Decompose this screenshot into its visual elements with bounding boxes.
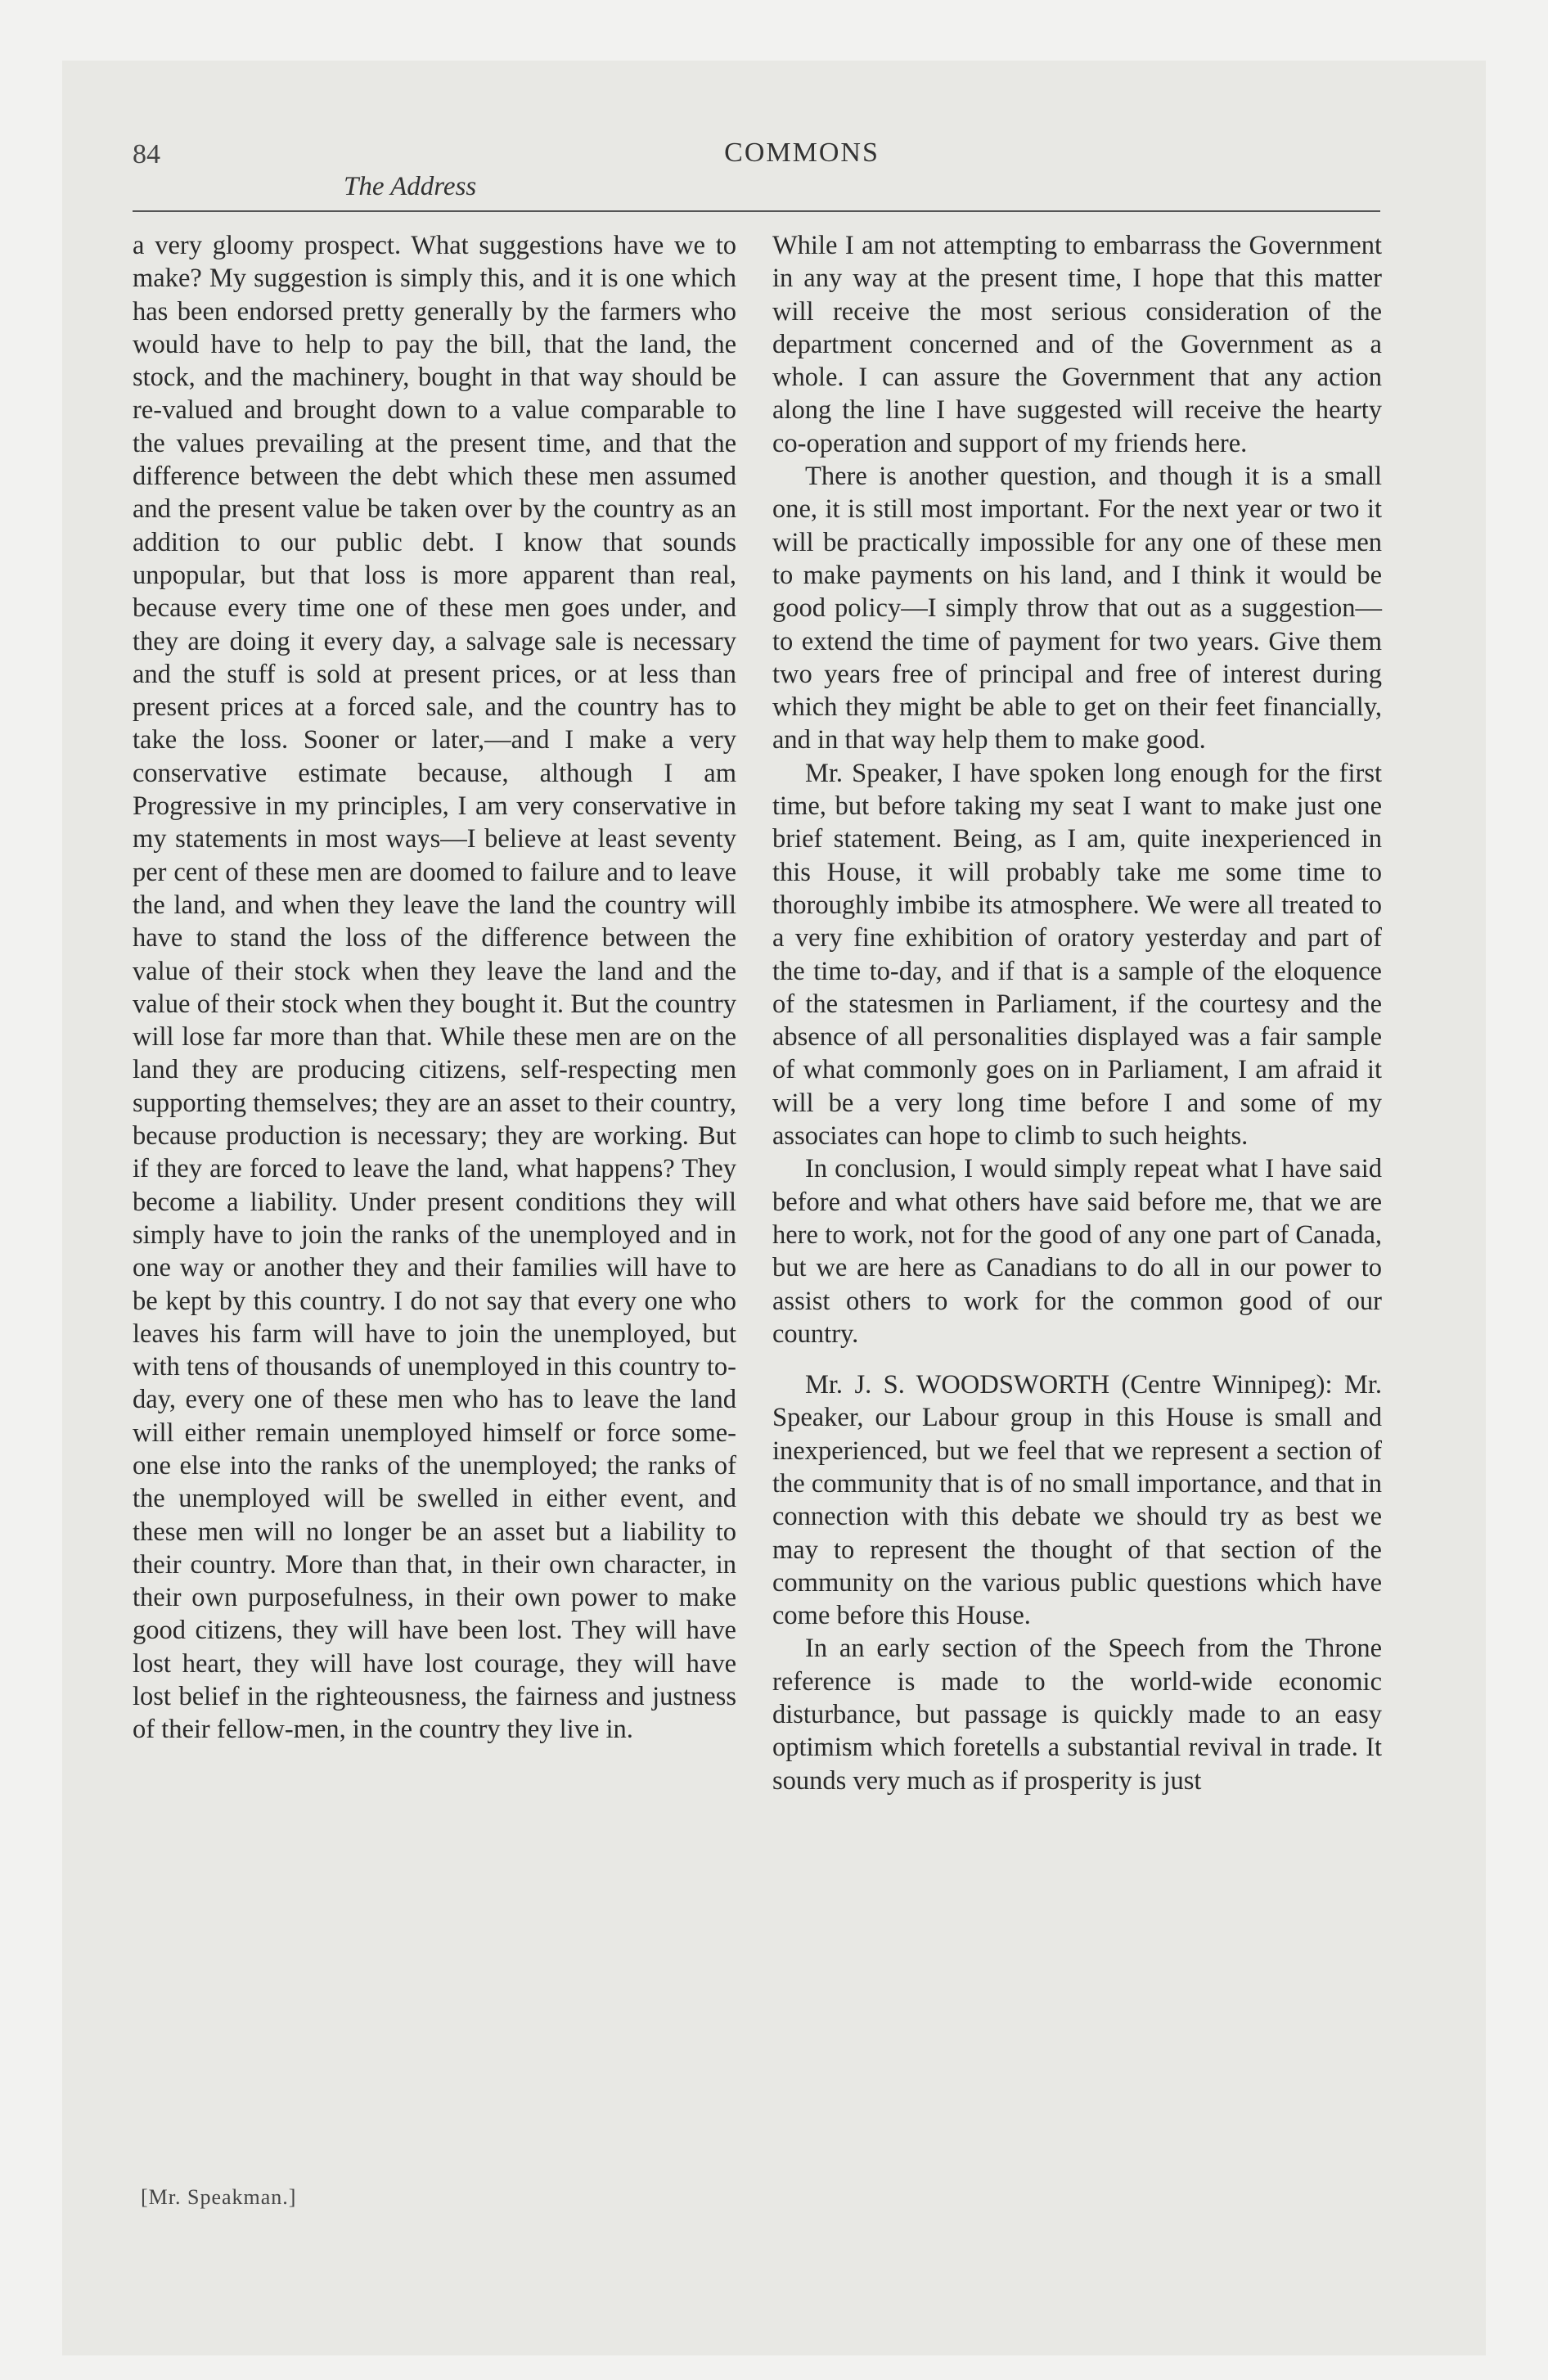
header-rule bbox=[133, 210, 1380, 212]
running-head: COMMONS bbox=[724, 137, 880, 168]
paragraph: While I am not attempting to embarrass the Government in any way at the present time, I hope that this matter will receive the most serious consideration of the department concerned and of the Government as a whole. I can assure the Government that any action along the line I have suggested will receive the hearty co-operation and support of my friends here. bbox=[772, 231, 1382, 458]
paragraph: Mr. Speaker, I have spoken long enough for the first time, but before taking my seat I want to make just one brief statement. Being, as I am, quite inexperienced in this House, it will probably take me some time to thoroughly imbibe its atmosphere. We were all treated to a very fine exhibition of oratory yesterday and part of the time to-day, and if that is a sample of the eloquence of the statesmen in Parliament, if the courtesy and the absence of all personalities displayed was a fair sample of what commonly goes on in Parliament, I am afraid it will be a very long time before I and some of my associates can hope to climb to such heights. bbox=[772, 758, 1382, 1152]
right-column bbox=[772, 229, 1382, 1797]
paragraph: In conclusion, I would simply repeat what I have said before and what others have said before me, that we are here to work, not for the good of any one part of Canada, but we are here as Canadians to do all in our power to assist others to work for the common good of our country. bbox=[772, 1154, 1382, 1349]
section-title: The Address bbox=[344, 172, 477, 201]
speech-paragraph: Mr. J. S. WOODSWORTH (Centre Winnipeg): Mr. Speaker, our Labour group in this House is small and inexperienced, but we feel that we represent a section of the community that is of no small importance, and that in connection with this debate we should try as best we may to represent the thought of that section of the community on the various public questions which have come before this House. bbox=[772, 1370, 1382, 1631]
speaker-footnote: [Mr. Speakman.] bbox=[141, 2185, 297, 2209]
left-column bbox=[133, 229, 736, 1747]
paragraph: There is another question, and though it is a small one, it is still most important. For the next year or two it will be practically impossible for any one of these men to make payments on his land, and I think it would be good policy—I simply throw that out as a suggestion—to extend the time of payment for two years. Give them two years free of principal and free of interest during which they might be able to get on their feet financially, and in that way help them to make good. bbox=[772, 462, 1382, 755]
page-number: 84 bbox=[133, 139, 160, 169]
paragraph: a very gloomy prospect. What suggestions have we to make? My suggestion is simply this, and it is one which has been endorsed pretty generally by the farmers who would have to help to pay the bill, that the land, the stock, and the machinery, bought in that way should be re-valued and brought down to a value comparable to the values prevailing at the present time, and that the difference between the debt which these men assumed and the present value be taken over by the country as an addition to our public debt. I know that sounds unpopular, but that loss is more apparent than real, because every time one of these men goes under, and they are doing it every day, a salvage sale is necessary and the stuff is sold at present prices, or at less than present prices at a forced sale, and the country has to take the loss. Sooner or later,—and I make a very conservative estimate because, although I am Progressive in my principles, I am very conservative in my statements in most ways—I believe at least seventy per cent of these men are doomed to failure and to leave the land, and when they leave the land the country will have to stand the loss of the difference between the value of their stock when they leave the land and the value of their stock when they bought it. But the country will lose far more than that. While these men are on the land they are producing citizens, self-respecting men supporting themselves; they are an asset to their country, because production is necessary; they are working. But if they are forced to leave the land, what happens? They become a liability. Under present conditions they will simply have to join the ranks of the unemployed and in one way or another they and their families will have to be kept by this country. I do not say that every one who leaves his farm will have to join the unemployed, but with tens of thousands of unemployed in this country to-day, every one of these men who has to leave the land will either remain unemployed himself or force some-one else into the ranks of the unemployed; the ranks of the unemployed will be swelled in either event, and these men will no longer be an asset but a liability to their country. More than that, in their own character, in their own purposefulness, in their own power to make good citizens, they will have been lost. They will have lost heart, they will have lost courage, they will have lost belief in the righteousness, the fairness and justness of their fellow-men, in the country they live in. bbox=[133, 231, 736, 1745]
paragraph: In an early section of the Speech from the Throne reference is made to the world-wide economic disturbance, but passage is quickly made to an easy optimism which foretells a substantial revival in trade. It sounds very much as if prosperity is just bbox=[772, 1634, 1382, 1796]
